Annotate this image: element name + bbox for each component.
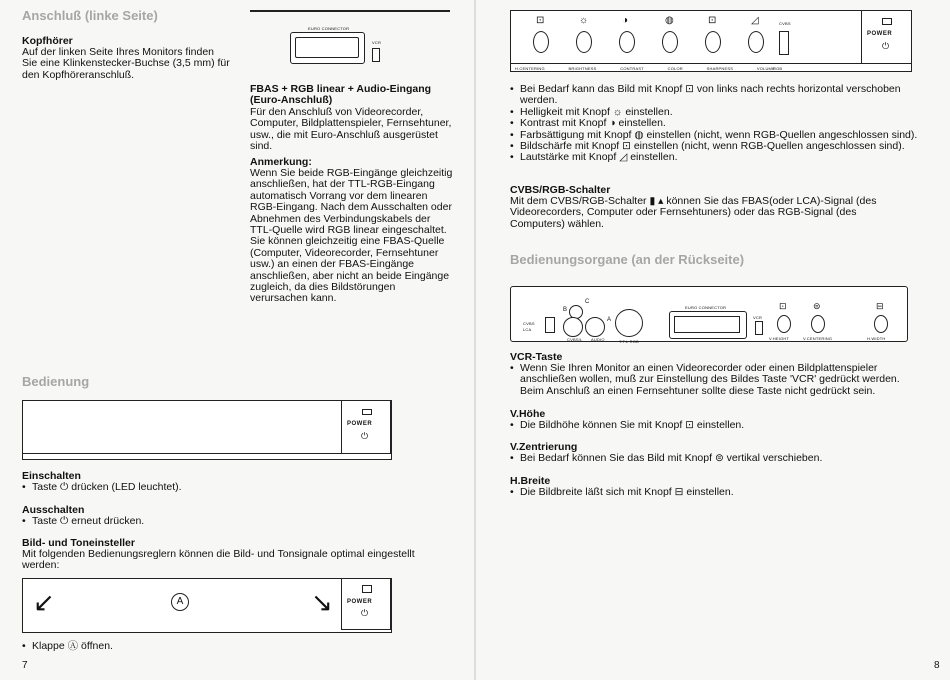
rueckseite-heading: Bedienungsorgane (an der Rückseite) bbox=[510, 252, 745, 267]
flap-figure bbox=[22, 578, 392, 633]
panel-power-box bbox=[861, 10, 912, 64]
panel-labels-row bbox=[515, 66, 775, 71]
panel-power-icon[interactable]: ⏻ bbox=[882, 41, 890, 51]
rear-c-label: C bbox=[585, 299, 590, 305]
rear-lca-label: LCA bbox=[523, 327, 532, 332]
control-panel-figure bbox=[510, 10, 912, 72]
klappe-item: • Klappe Ⓐ öffnen. bbox=[22, 641, 442, 652]
front-panel-figure bbox=[22, 400, 392, 460]
rear-cvbsl-label: CVBS/L bbox=[567, 337, 583, 342]
vhoehe-item: • Die Bildhöhe können Sie mit Knopf ⊡ einstellen. bbox=[510, 420, 905, 431]
rear-euro-label: EURO CONNECTOR bbox=[685, 305, 727, 310]
panel-label: SHARPNESS bbox=[706, 66, 734, 71]
einschalten-item: • Taste ⏻ drücken (LED leuchtet). bbox=[22, 482, 442, 493]
rear-hwidth-label: H.WIDTH bbox=[867, 336, 886, 341]
anschluss-heading: Anschluß (linke Seite) bbox=[22, 8, 158, 23]
adjust-item: • Bildschärfe mit Knopf ⊡ einstellen (nicht, wenn RGB-Quellen angeschlossen sind). bbox=[510, 141, 930, 152]
vcr-label: VCR bbox=[372, 40, 382, 45]
color-icon: ◍ bbox=[665, 15, 674, 26]
ausschalten-item: • Taste ⏻ erneut drücken. bbox=[22, 516, 442, 527]
arrow-right-icon: ↘ bbox=[311, 587, 333, 617]
fbas-text: Für den Anschluß von Videorecorder, Computer, Bildplattenspieler, Fernsehtuner, usw., die mit Euro-Anschluß ausgerüstet sind. bbox=[250, 106, 452, 153]
bild-text: Mit folgenden Bedienungsreglern können die Bild- und Tonsignale optimal eingestellt werden: bbox=[22, 548, 415, 572]
adjust-item: • Bei Bedarf kann das Bild mit Knopf ⊡ von links nach rechts horizontal verschoben werden. bbox=[510, 84, 930, 107]
vcr-item: • Wenn Sie Ihren Monitor an einen Videorecorder oder einen Bildplattenspieler anschließen wollen, muß zur Einstellung des Bildes Taste 'VCR' gedrückt werden. Beim Anschluß an einen Fernsehtuner sollte diese Taste nicht gedrückt sein. bbox=[510, 363, 905, 397]
klappe-list bbox=[22, 641, 442, 652]
arrow-left-icon: ↙ bbox=[33, 587, 55, 617]
flap-power-led bbox=[362, 585, 372, 593]
adjust-item: • Lautstärke mit Knopf ◿ einstellen. bbox=[510, 152, 930, 163]
rear-vcr-label: VCR bbox=[753, 315, 763, 320]
vzentrierung-title: V.Zentrierung bbox=[510, 441, 578, 453]
power-box bbox=[341, 400, 391, 454]
adjust-item: • Farbsättigung mit Knopf ◍ einstellen (nicht, wenn RGB-Quellen angeschlossen sind). bbox=[510, 130, 930, 141]
rear-cvbs-switch[interactable] bbox=[545, 317, 555, 333]
rear-b-label: B bbox=[563, 307, 568, 313]
rear-vheight-label: V.HEIGHT bbox=[769, 336, 790, 341]
panel-label: CONTRAST bbox=[620, 66, 644, 71]
h-centering-icon: ⊡ bbox=[536, 15, 545, 26]
color-knob[interactable] bbox=[662, 31, 678, 53]
flap-power-box bbox=[341, 578, 391, 630]
h-centering-knob[interactable] bbox=[533, 31, 549, 53]
rgb-label: RGB bbox=[773, 66, 783, 71]
contrast-knob[interactable] bbox=[619, 31, 635, 53]
ausschalten-list bbox=[22, 516, 442, 527]
rear-euro-connector bbox=[669, 311, 747, 339]
power-button-icon[interactable]: ⏻ bbox=[361, 431, 369, 441]
panel-power-label: POWER bbox=[867, 31, 893, 37]
sharpness-icon: ⊡ bbox=[708, 15, 717, 26]
volume-knob[interactable] bbox=[748, 31, 764, 53]
brightness-knob[interactable] bbox=[576, 31, 592, 53]
circle-a-marker: A bbox=[171, 593, 189, 611]
cvbs-rgb-switch[interactable] bbox=[779, 31, 789, 55]
control-panel-bottom-rule bbox=[511, 63, 911, 64]
euro-connector-label: EURO CONNECTOR bbox=[308, 26, 350, 31]
panel-label: VOLUME bbox=[756, 66, 775, 71]
panel-label: BRIGHTNESS bbox=[568, 66, 597, 71]
rear-euro-inner bbox=[674, 316, 740, 333]
vcr-switch bbox=[372, 48, 380, 62]
hbreite-list bbox=[510, 487, 905, 498]
anmerkung-text: Wenn Sie beide RGB-Eingänge gleichzeitig anschließen, hat der TTL-RGB-Eingang automatisch Vorrang vor dem linearen RGB-Eingang. Nach dem Ausschalten oder Abnehmen des Verbindungskabels der TTL-Quelle wird RGB linear eingeschaltet. Sie können gleichzeitig eine FBAS-Quelle (Computer, Videorecorder, Fernsehtuner usw.) an einen der FBAS-Eingänge anschließen, aber nicht an beide Eingänge zugleich, da dies Bildstörungen verursachen kann. bbox=[250, 167, 453, 305]
figure-top-rule bbox=[250, 10, 450, 12]
rear-socket-audio bbox=[585, 317, 605, 337]
contrast-icon: ◑ bbox=[622, 15, 629, 26]
rear-cvbs-label: CVBS bbox=[523, 321, 535, 326]
h-width-knob[interactable] bbox=[874, 315, 888, 333]
volume-icon: ◿ bbox=[751, 15, 759, 26]
front-panel-bottom-rule bbox=[23, 453, 390, 454]
v-height-knob[interactable] bbox=[777, 315, 791, 333]
sharpness-knob[interactable] bbox=[705, 31, 721, 53]
fbas-title: FBAS + RGB linear + Audio-Eingang (Euro-Anschluß) bbox=[250, 83, 432, 107]
ausschalten-title: Ausschalten bbox=[22, 504, 85, 516]
rear-socket-cvbs bbox=[563, 317, 583, 337]
flap-power-label: POWER bbox=[347, 599, 373, 605]
v-centering-knob[interactable] bbox=[811, 315, 825, 333]
vcr-title: VCR-Taste bbox=[510, 351, 563, 363]
panel-power-led bbox=[882, 18, 892, 25]
page-number-left: 7 bbox=[22, 660, 28, 671]
rear-socket-ttl bbox=[615, 309, 643, 337]
power-led bbox=[362, 409, 372, 415]
brightness-icon: ☼ bbox=[579, 15, 589, 26]
rear-a-label: A bbox=[607, 317, 612, 323]
vcr-list bbox=[510, 363, 905, 397]
hbreite-item: • Die Bildbreite läßt sich mit Knopf ⊟ einstellen. bbox=[510, 487, 905, 498]
panel-label: COLOR bbox=[667, 66, 683, 71]
h-width-icon: ⊟ bbox=[876, 301, 884, 311]
vzentrierung-list bbox=[510, 453, 905, 464]
bedienung-heading: Bedienung bbox=[22, 374, 90, 389]
page-number-right: 8 bbox=[934, 660, 940, 671]
adjust-list bbox=[510, 84, 930, 164]
flap-power-icon: ⏻ bbox=[361, 608, 369, 618]
rear-ttl-label: T.T.L RGB bbox=[619, 339, 639, 344]
cvbs-title: CVBS/RGB-Schalter bbox=[510, 184, 611, 196]
rear-vcr-button[interactable] bbox=[755, 321, 763, 335]
rear-vcentering-label: V.CENTERING bbox=[803, 336, 833, 341]
panel-label: H.CENTERING bbox=[515, 66, 545, 71]
adjust-item: • Kontrast mit Knopf ◑ einstellen. bbox=[510, 118, 930, 129]
v-height-icon: ⊡ bbox=[779, 301, 787, 311]
right-page bbox=[476, 0, 950, 680]
einschalten-list bbox=[22, 482, 442, 493]
euro-connector-inner bbox=[295, 37, 359, 58]
bild-title: Bild- und Toneinsteller bbox=[22, 537, 135, 549]
kopfhoerer-title: Kopfhörer bbox=[22, 35, 73, 47]
power-label: POWER bbox=[347, 421, 373, 427]
left-page bbox=[0, 0, 474, 680]
hbreite-title: H.Breite bbox=[510, 475, 551, 487]
cvbs-label: CVBS bbox=[779, 21, 791, 26]
einschalten-title: Einschalten bbox=[22, 470, 81, 482]
cvbs-text: Mit dem CVBS/RGB-Schalter ▮ ▴ können Sie das FBAS(oder LCA)-Signal (des Videorecorders, Computer oder Fernsehtuners) oder das RGB-Signal (des Computers) wählen. bbox=[510, 195, 877, 230]
rear-audio-label: AUDIO bbox=[591, 337, 605, 342]
kopfhoerer-text: Auf der linken Seite Ihres Monitors finden Sie eine Klinkenstecker-Buchse (3,5 mm) für den Kopfhöreranschluß. bbox=[22, 46, 230, 81]
vhoehe-title: V.Höhe bbox=[510, 408, 546, 420]
euro-connector-outline bbox=[290, 32, 365, 64]
anmerkung-title: Anmerkung: bbox=[250, 156, 312, 168]
adjust-item: • Helligkeit mit Knopf ☼ einstellen. bbox=[510, 107, 930, 118]
rear-panel-figure bbox=[510, 286, 908, 342]
v-centering-icon: ⊜ bbox=[813, 301, 821, 311]
vzentrierung-item: • Bei Bedarf können Sie das Bild mit Knopf ⊜ vertikal verschieben. bbox=[510, 453, 905, 464]
euro-connector-figure bbox=[250, 10, 450, 70]
vhoehe-list bbox=[510, 420, 905, 431]
